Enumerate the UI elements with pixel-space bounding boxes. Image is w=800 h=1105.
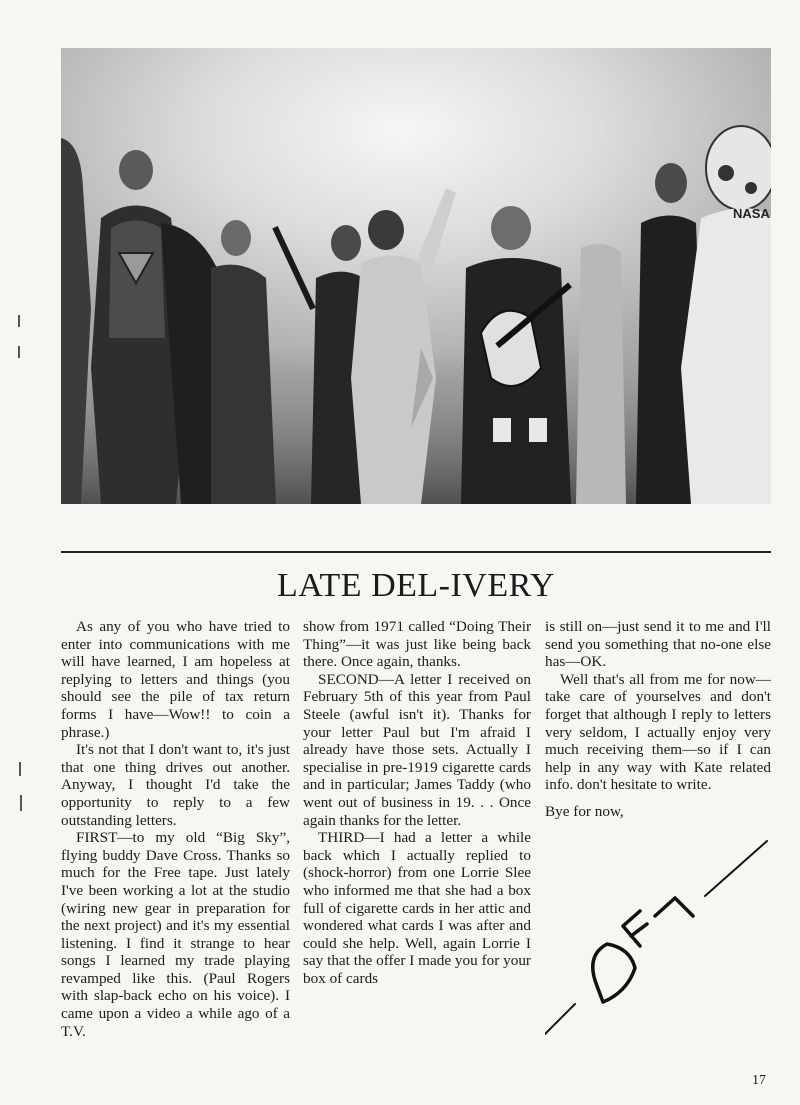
article-column-3	[545, 618, 771, 821]
page-number: 17	[752, 1073, 766, 1088]
article-headline: LATE DEL-IVERY	[276, 567, 555, 604]
margin-mark	[19, 762, 21, 776]
margin-mark	[20, 795, 22, 811]
paragraph: It's not that I don't want to, it's just that one thing drives out another. Anyway, I thought I'd take the opportunity to reply to a few outstanding letters.	[61, 741, 290, 829]
margin-mark	[18, 346, 20, 358]
article-column-1	[61, 618, 290, 1040]
nasa-logo-text: NASA	[733, 206, 770, 221]
paragraph: As any of you who have tried to enter into communications with me will have learned, I am hopeless at replying to letters and things (you should see the pile of tax return forms I have—Wow!! to coin a phrase.)	[61, 618, 290, 741]
concert-photo	[61, 48, 771, 504]
handwritten-signature	[545, 836, 775, 1046]
paragraph: FIRST—to my old “Big Sky”, flying buddy Dave Cross. Thanks so much for the Free tape. Just lately I've been working a lot at the studio (wiring new gear in preparation for the next project) and it's my essential listening. I find it strange to hear songs I learned my trade playing revamped like this. (Paul Rogers with slap-back echo on his voice). I came upon a video a while ago of a T.V.	[61, 829, 290, 1040]
article-column-2	[303, 618, 531, 987]
paragraph: show from 1971 called “Doing Their Thing”—it was just like being back there. Once again, thanks.	[303, 618, 531, 671]
guitarist-figure	[461, 206, 572, 504]
astronaut-figure	[681, 126, 771, 504]
paragraph: THIRD—I had a letter a while back which I actually replied to (shock-horror) from one Lorrie Slee who informed me that she had a box full of cigarette cards in her attic and wondered what cards I was after and could she help. Well, again Lorrie I say that the offer I made you for your box of cards	[303, 829, 531, 987]
margin-mark	[18, 315, 20, 327]
paragraph: SECOND—A letter I received on February 5th of this year from Paul Steele (awful isn't it). Thanks for your letter Paul but I'm afraid I already have those sets. Actually I specialise in pre-1919 cigarette cards and in particular; James Taddy (who went out of business in 19. . . Once again thanks for the letter.	[303, 670, 531, 829]
signoff: Bye for now,	[545, 802, 624, 820]
paragraph: Well that's all from me for now—take care of yourselves and don't forget that although I reply to letters very seldom, I actually enjoy very much receiving them—so if I can help in any way with Kate related info. don't hesitate to write.	[545, 670, 771, 794]
paragraph: is still on—just send it to me and I'll send you something that no-one else has—OK.	[545, 618, 771, 671]
headline-rule	[61, 551, 771, 553]
